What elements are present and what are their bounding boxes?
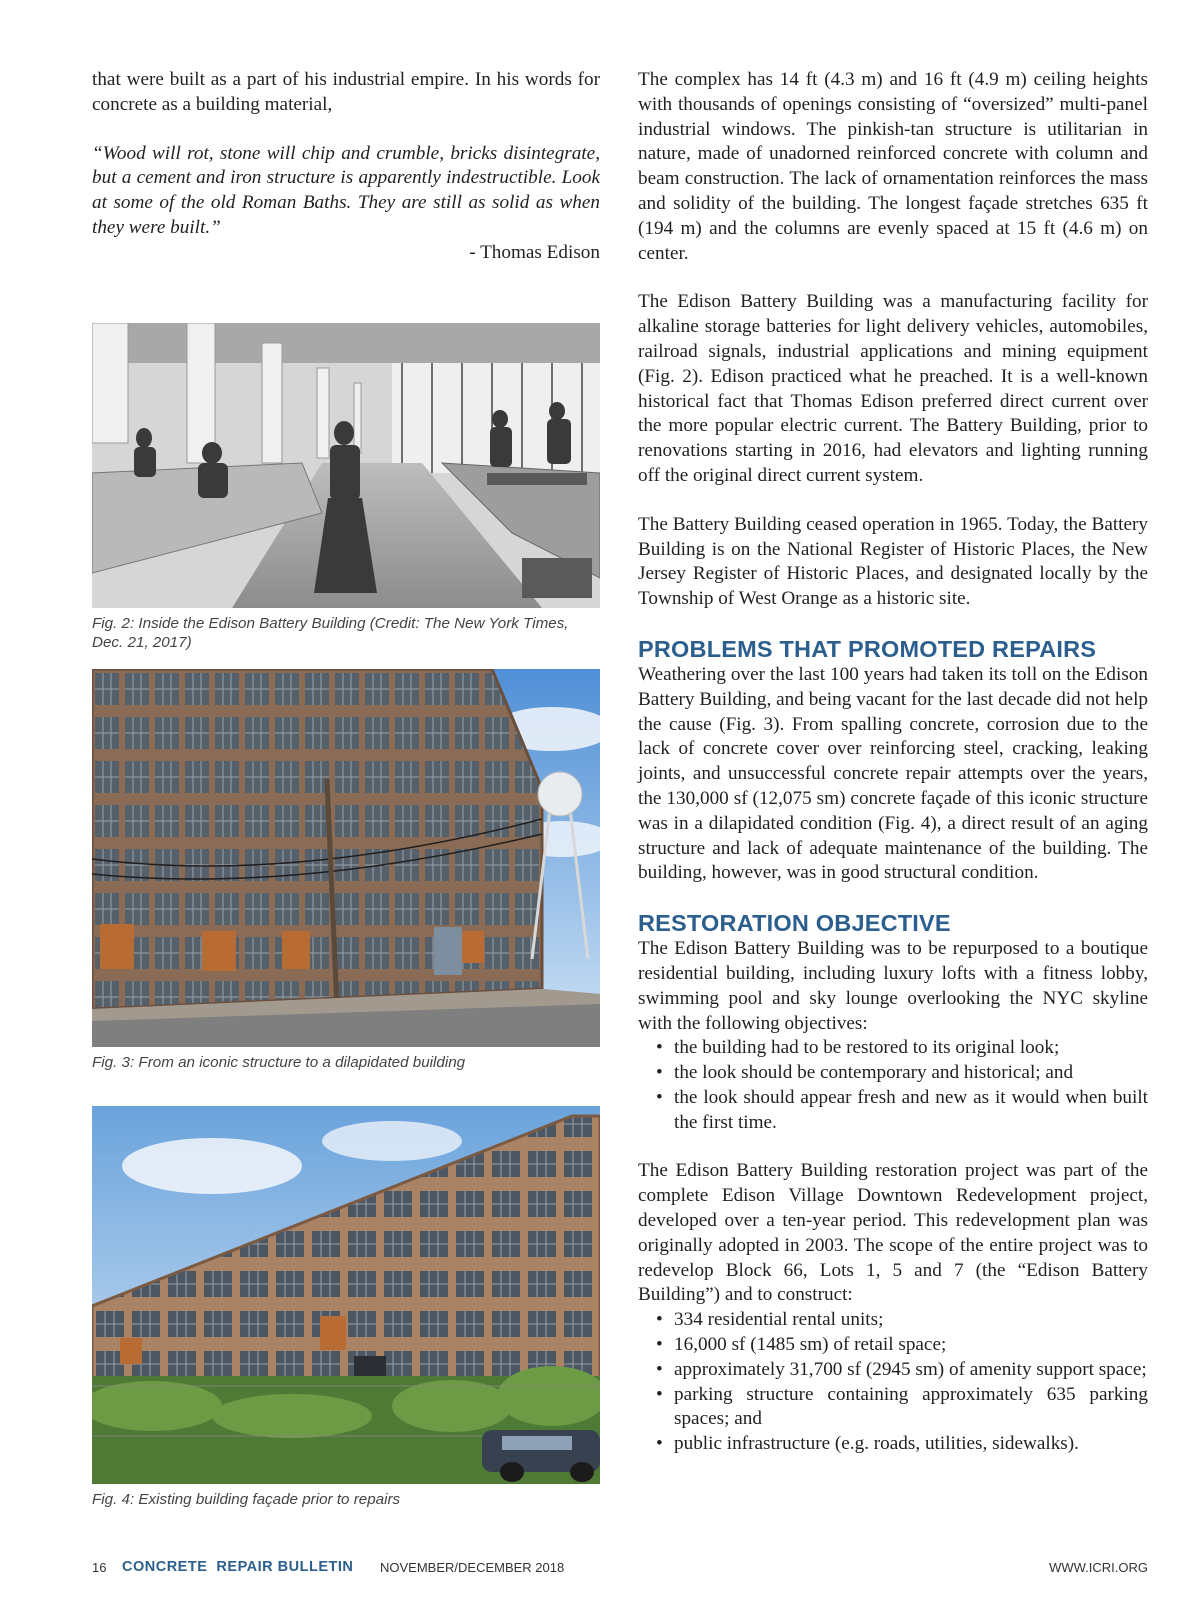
intro-paragraph: that were built as a part of his industrial empire. In his words for concrete as a building material, xyxy=(92,69,600,115)
manufacturing-history-paragraph: The Edison Battery Building was a manufacturing facility for alkaline storage batteries for light delivery vehicles, automobiles, railroad signals, industrial applications and mining equipment (Fig. 2). Edison practiced what he preached. It is a well-known historical fact that Thomas Edison preferred direct current over the more popular electric current. The Battery Building, prior to renovations starting in 2016, had elevators and lighting running off the original direct current system. xyxy=(638,291,1148,486)
website-link[interactable]: WWW.ICRI.ORG xyxy=(1049,1560,1148,1575)
figure-3 xyxy=(92,669,600,1072)
list-item: • the look should be contemporary and historical; and xyxy=(656,1061,1148,1086)
section-heading-problems: PROBLEMS THAT PROMOTED REPAIRS xyxy=(638,635,1097,662)
page-number: 16 xyxy=(92,1560,107,1575)
redevelopment-paragraph: The Edison Battery Building restoration project was part of the complete Edison Village Downtown Redevelopment project, developed over a ten-year period. This redevelopment plan was originally adopted in 2003. The scope of the entire project was to redevelop Block 66, Lots 1, 5 and 7 (the “Edison Battery Building”) and to construct: xyxy=(638,1160,1148,1306)
right-column xyxy=(638,68,1148,1457)
list-item: • approximately 31,700 sf (2945 sm) of amenity support space; xyxy=(656,1358,1148,1383)
page-footer xyxy=(92,1560,1148,1580)
building-facade-photo xyxy=(92,1106,600,1484)
figure-4-caption: Fig. 4: Existing building façade prior to repairs xyxy=(92,1491,401,1508)
list-item: • 16,000 sf (1485 sm) of retail space; xyxy=(656,1333,1148,1358)
publication-name: CONCRETE REPAIR BULLETIN xyxy=(122,1559,354,1575)
section-heading-restoration: RESTORATION OBJECTIVE xyxy=(638,910,951,937)
figure-4 xyxy=(92,1106,600,1509)
issue-date: NOVEMBER/DECEMBER 2018 xyxy=(380,1560,565,1575)
factory-interior-photo xyxy=(92,323,600,608)
edison-quote: “Wood will rot, stone will chip and crumble, bricks disintegrate, but a cement and iron structure is apparently indestructible. Look at some of the old Roman Baths. They are still as solid as when they were built.” xyxy=(92,142,600,238)
restoration-paragraph: The Edison Battery Building was to be repurposed to a boutique residential building, including luxury lofts with a fitness lobby, swimming pool and sky lounge overlooking the NYC skyline with the following objectives: xyxy=(638,938,1148,1034)
list-item: • parking structure containing approximately 635 parking spaces; and xyxy=(656,1383,1148,1433)
objectives-list xyxy=(638,1036,1148,1135)
dilapidated-building-photo xyxy=(92,669,600,1047)
list-item: • 334 residential rental units; xyxy=(656,1308,1148,1333)
quote-attribution: - Thomas Edison xyxy=(469,241,600,263)
problems-paragraph: Weathering over the last 100 years had taken its toll on the Edison Battery Building, and being vacant for the last decade did not help the cause (Fig. 3). From spalling concrete, corrosion due to the lack of concrete cover over reinforcing steel, cracking, leaking joints, and unsuccessful concrete repair attempts over the years, the 130,000 sf (12,075 sm) concrete façade of this iconic structure was in a dilapidated condition (Fig. 4), a direct result of an aging structure and lack of adequate maintenance of the building. The building, however, was in good structural condition. xyxy=(638,663,1148,884)
building-description-paragraph: The complex has 14 ft (4.3 m) and 16 ft (4.9 m) ceiling heights with thousands of openings consisting of “oversized” multi-panel industrial windows. The pinkish-tan structure is utilitarian in nature, made of unadorned reinforced concrete with column and beam construction. The lack of ornamentation reinforces the mass and solidity of the building. The longest façade stretches 635 ft (194 m) and the columns are evenly spaced at 15 ft (4.6 m) on center. xyxy=(638,69,1148,264)
figure-3-caption: Fig. 3: From an iconic structure to a dilapidated building xyxy=(92,1054,466,1071)
list-item: • the look should appear fresh and new as it would when built the first time. xyxy=(656,1086,1148,1136)
historic-register-paragraph: The Battery Building ceased operation in 1965. Today, the Battery Building is on the National Register of Historic Places, the New Jersey Register of Historic Places, and designated locally by the Township of West Orange as a historic site. xyxy=(638,513,1148,610)
scope-list xyxy=(638,1308,1148,1457)
figure-2-caption: Fig. 2: Inside the Edison Battery Building (Credit: The New York Times, Dec. 21, 2017) xyxy=(92,615,569,651)
figure-2 xyxy=(92,323,600,652)
list-item: • public infrastructure (e.g. roads, utilities, sidewalks). xyxy=(656,1432,1148,1457)
list-item: • the building had to be restored to its original look; xyxy=(656,1036,1148,1061)
left-column xyxy=(92,68,600,266)
